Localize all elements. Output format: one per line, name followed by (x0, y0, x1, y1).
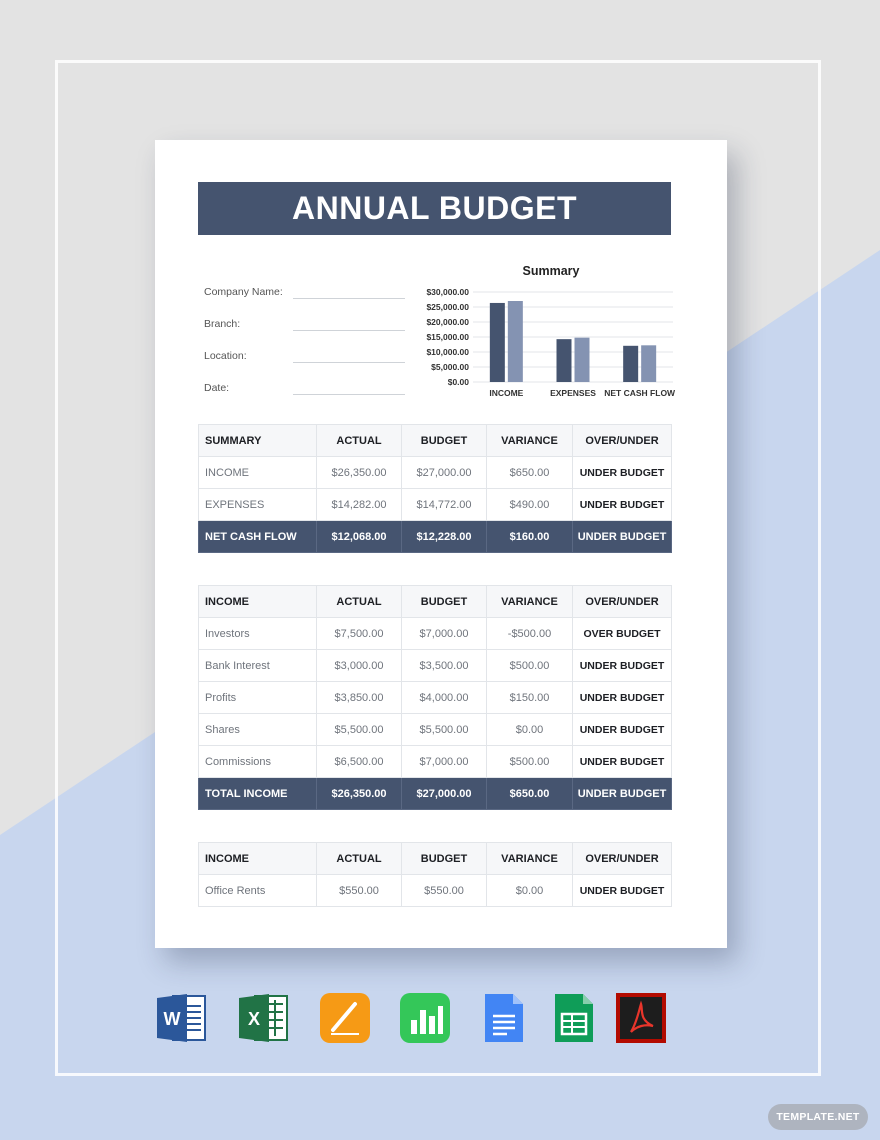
table-header-row (199, 843, 672, 875)
table-cell: $150.00 (487, 682, 573, 714)
table-header-cell: BUDGET (402, 843, 487, 875)
table-row (199, 746, 672, 778)
table-cell: $550.00 (317, 875, 402, 907)
table-cell: $7,500.00 (317, 618, 402, 650)
y-tick-label: $5,000.00 (431, 362, 469, 372)
table-header-cell: INCOME (199, 586, 317, 618)
table-cell: $500.00 (487, 650, 573, 682)
google-sheets-icon[interactable] (547, 992, 599, 1044)
table-cell: TOTAL INCOME (199, 778, 317, 810)
table-cell: Profits (199, 682, 317, 714)
table-cell: $27,000.00 (402, 457, 487, 489)
table-row (199, 457, 672, 489)
table-header-cell: VARIANCE (487, 425, 573, 457)
table-cell: $3,000.00 (317, 650, 402, 682)
table-cell: UNDER BUDGET (573, 457, 672, 489)
table-cell: $650.00 (487, 457, 573, 489)
table-header-cell: ACTUAL (317, 843, 402, 875)
table-cell: $0.00 (487, 714, 573, 746)
table-row (199, 489, 672, 521)
table-header-cell: ACTUAL (317, 425, 402, 457)
table-cell: $26,350.00 (317, 457, 402, 489)
table-cell: $160.00 (487, 521, 573, 553)
info-label: Branch: (204, 318, 241, 330)
table-cell: INCOME (199, 457, 317, 489)
y-tick-label: $15,000.00 (426, 332, 469, 342)
table-header-cell: OVER/UNDER (573, 425, 672, 457)
table-cell: UNDER BUDGET (573, 778, 672, 810)
table-cell: Bank Interest (199, 650, 317, 682)
pages-icon[interactable] (319, 992, 371, 1044)
svg-text:W: W (163, 1009, 181, 1029)
table-total-row (199, 778, 672, 810)
chart-bar (641, 345, 656, 382)
x-category-label: EXPENSES (550, 388, 596, 398)
table-cell: $27,000.00 (402, 778, 487, 810)
table-cell: Office Rents (199, 875, 317, 907)
table-cell: UNDER BUDGET (573, 746, 672, 778)
chart-title: Summary (522, 264, 580, 278)
table-header-row (199, 425, 672, 457)
info-field-location (204, 348, 406, 380)
format-icons (155, 992, 675, 1046)
table-cell: -$500.00 (487, 618, 573, 650)
info-field-company (204, 284, 406, 316)
y-tick-label: $25,000.00 (426, 302, 469, 312)
table-header-cell: OVER/UNDER (573, 843, 672, 875)
y-tick-label: $20,000.00 (426, 317, 469, 327)
table-cell: $3,500.00 (402, 650, 487, 682)
info-field-branch (204, 316, 406, 348)
table-total-row (199, 521, 672, 553)
table-cell: UNDER BUDGET (573, 682, 672, 714)
info-value-line[interactable] (293, 330, 405, 331)
y-tick-label: $10,000.00 (426, 347, 469, 357)
income-table (198, 585, 672, 810)
table-cell: $5,500.00 (402, 714, 487, 746)
info-value-line[interactable] (293, 394, 405, 395)
google-docs-icon[interactable] (477, 992, 529, 1044)
table-cell: Commissions (199, 746, 317, 778)
chart-bar (490, 303, 505, 382)
table-cell: NET CASH FLOW (199, 521, 317, 553)
pdf-icon[interactable] (615, 992, 667, 1044)
table-cell: UNDER BUDGET (573, 875, 672, 907)
table-row (199, 650, 672, 682)
summary-chart (413, 260, 675, 405)
info-label: Location: (204, 350, 247, 362)
chart-bar (557, 339, 572, 382)
y-tick-label: $30,000.00 (426, 287, 469, 297)
document-page (155, 140, 727, 948)
table-header-cell: VARIANCE (487, 843, 573, 875)
info-label: Date: (204, 382, 230, 394)
watermark-badge: TEMPLATE.NET (768, 1104, 868, 1130)
table-cell: UNDER BUDGET (573, 521, 672, 553)
table-cell: $500.00 (487, 746, 573, 778)
chart-bar (508, 301, 523, 382)
table-cell: $3,850.00 (317, 682, 402, 714)
table-cell: $14,772.00 (402, 489, 487, 521)
table-header-cell: BUDGET (402, 586, 487, 618)
table-cell: UNDER BUDGET (573, 489, 672, 521)
table-cell: $4,000.00 (402, 682, 487, 714)
table-header-cell: OVER/UNDER (573, 586, 672, 618)
table-cell: Shares (199, 714, 317, 746)
table-header-cell: SUMMARY (199, 425, 317, 457)
table-cell: UNDER BUDGET (573, 714, 672, 746)
table-cell: $490.00 (487, 489, 573, 521)
table-cell: $12,228.00 (402, 521, 487, 553)
info-label: Company Name: (204, 286, 283, 298)
table-cell: $12,068.00 (317, 521, 402, 553)
table-cell: $0.00 (487, 875, 573, 907)
x-category-label: INCOME (489, 388, 524, 398)
table-cell: $7,000.00 (402, 746, 487, 778)
table-cell: $7,000.00 (402, 618, 487, 650)
summary-chart-svg (413, 260, 675, 405)
table-row (199, 682, 672, 714)
table-row (199, 714, 672, 746)
svg-text:X: X (247, 1009, 261, 1029)
table-row (199, 618, 672, 650)
table-cell: $14,282.00 (317, 489, 402, 521)
table-header-cell: ACTUAL (317, 586, 402, 618)
summary-table (198, 424, 672, 553)
table-cell: $6,500.00 (317, 746, 402, 778)
info-value-line[interactable] (293, 362, 405, 363)
info-field-date (204, 380, 406, 412)
x-category-label: NET CASH FLOW (604, 388, 675, 398)
table-cell: UNDER BUDGET (573, 650, 672, 682)
table-cell: $5,500.00 (317, 714, 402, 746)
info-value-line[interactable] (293, 298, 405, 299)
info-fields (204, 284, 406, 412)
table-cell: $26,350.00 (317, 778, 402, 810)
table-header-cell: BUDGET (402, 425, 487, 457)
table-row (199, 875, 672, 907)
chart-bar (575, 338, 590, 382)
numbers-icon[interactable] (399, 992, 451, 1044)
table-header-cell: VARIANCE (487, 586, 573, 618)
excel-icon[interactable] (237, 992, 289, 1044)
document-title: ANNUAL BUDGET (198, 182, 671, 235)
word-icon[interactable] (155, 992, 207, 1044)
chart-bar (623, 346, 638, 382)
table-header-row (199, 586, 672, 618)
table-cell: OVER BUDGET (573, 618, 672, 650)
table-cell: $650.00 (487, 778, 573, 810)
table-header-cell: INCOME (199, 843, 317, 875)
y-tick-label: $0.00 (447, 377, 469, 387)
table-cell: Investors (199, 618, 317, 650)
income-table-2 (198, 842, 672, 907)
table-cell: EXPENSES (199, 489, 317, 521)
table-cell: $550.00 (402, 875, 487, 907)
